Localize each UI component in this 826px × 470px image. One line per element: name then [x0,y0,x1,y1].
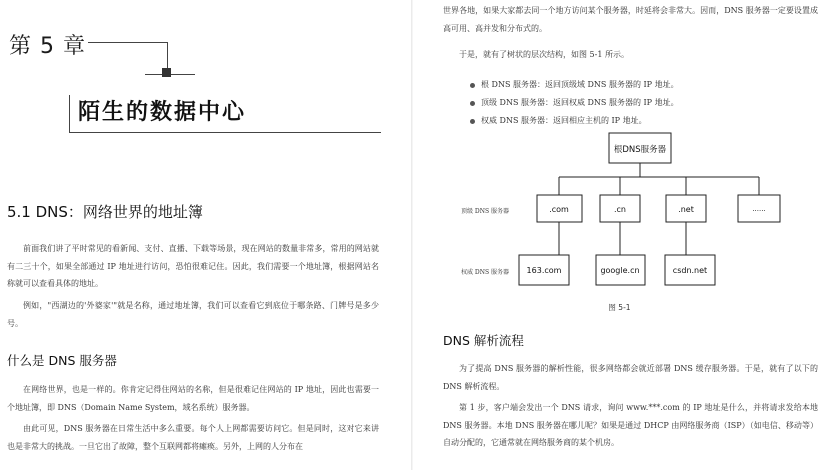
dns-hierarchy-diagram [413,125,826,300]
subsection-title: 什么是 DNS 服务器 [7,353,117,368]
chapter-rule [88,42,168,43]
section-title: 5.1 DNS：网络世界的地址簿 [7,203,203,221]
paragraph: 例如，"西湖边的'外婆家'"就是名称，通过地址簿，我们可以查看它到底位于哪条路、门牌号是多少号。 [7,301,379,328]
auth-node: csdn.net [672,266,708,275]
title-underline [69,132,381,133]
bullet-dot-icon [470,119,475,124]
title-bracket [69,95,70,133]
bullet-item: 权威 DNS 服务器：返回相应主机的 IP 地址。 [470,112,679,130]
chapter-title: 陌生的数据中心 [78,100,247,125]
chapter-label: 第 5 章 [9,34,86,59]
paragraph: 于是，就有了树状的层次结构，如图 5-1 所示。 [459,50,629,59]
paragraph: 由此可见，DNS 服务器在日常生活中多么重要。每个人上网都需要访问它。但是同时，这对它来讲也是非常大的挑战。一旦它出了故障，整个互联网都将瘫痪。另外，上网的人分布在 [7,424,379,451]
bullet-item: 顶级 DNS 服务器：返回权威 DNS 服务器的 IP 地址。 [470,94,679,112]
paragraph: 第 1 步，客户端会发出一个 DNS 请求，询问 www.***.com 的 IP 地址是什么，并将请求发给本地 DNS 服务器。本地 DNS 服务器在哪儿呢？如果是通过 DHCP 由网络服务商（ISP）（如电信、移动等）自动分配的，它通常就在网络服务商的某个机房。 [443,403,818,447]
figure-caption: 图 5-1 [608,303,631,312]
tld-node: .com [549,205,569,214]
bullet-item: 根 DNS 服务器：返回顶级域 DNS 服务器的 IP 地址。 [470,76,679,94]
paragraph: 为了提高 DNS 服务器的解析性能，很多网络都会就近部署 DNS 缓存服务器。于是，就有了以下的 DNS 解析流程。 [443,364,818,391]
root-dns-node: 根DNS服务器 [613,145,667,155]
auth-row-label: 权威 DNS 服务器 [461,269,509,276]
paragraph: 前面我们讲了平时常见的看新闻、支付、直播、下载等场景，现在网站的数量非常多，常用的网站就有二三十个，如果全部通过 IP 地址进行访问，恐怕很难记住。因此，我们需要一个地址簿，根据网站名称就可以查看具体的地址。 [7,244,379,288]
tld-row-label: 顶级 DNS 服务器 [461,208,509,215]
bullet-dot-icon [470,83,475,88]
tld-node: ...... [752,205,766,213]
tld-node: .cn [613,205,627,214]
auth-node: google.cn [600,266,640,275]
paragraph: 世界各地，如果大家都去同一个地方访问某个服务器，时延将会非常大。因而，DNS 服务器一定要设置成高可用、高并发和分布式的。 [443,6,818,33]
paragraph: 在网络世界，也是一样的。你肯定记得住网站的名称，但是很难记住网站的 IP 地址，因此也需要一个地址簿，即 DNS（Domain Name System，域名系统）服务器。 [7,385,379,412]
auth-node: 163.com [526,266,562,275]
right-page [413,0,826,470]
tld-node: .net [678,205,694,214]
bullet-dot-icon [470,101,475,106]
chapter-marker-square [162,68,171,77]
section-title: DNS 解析流程 [443,333,524,348]
bullet-list [470,76,679,130]
